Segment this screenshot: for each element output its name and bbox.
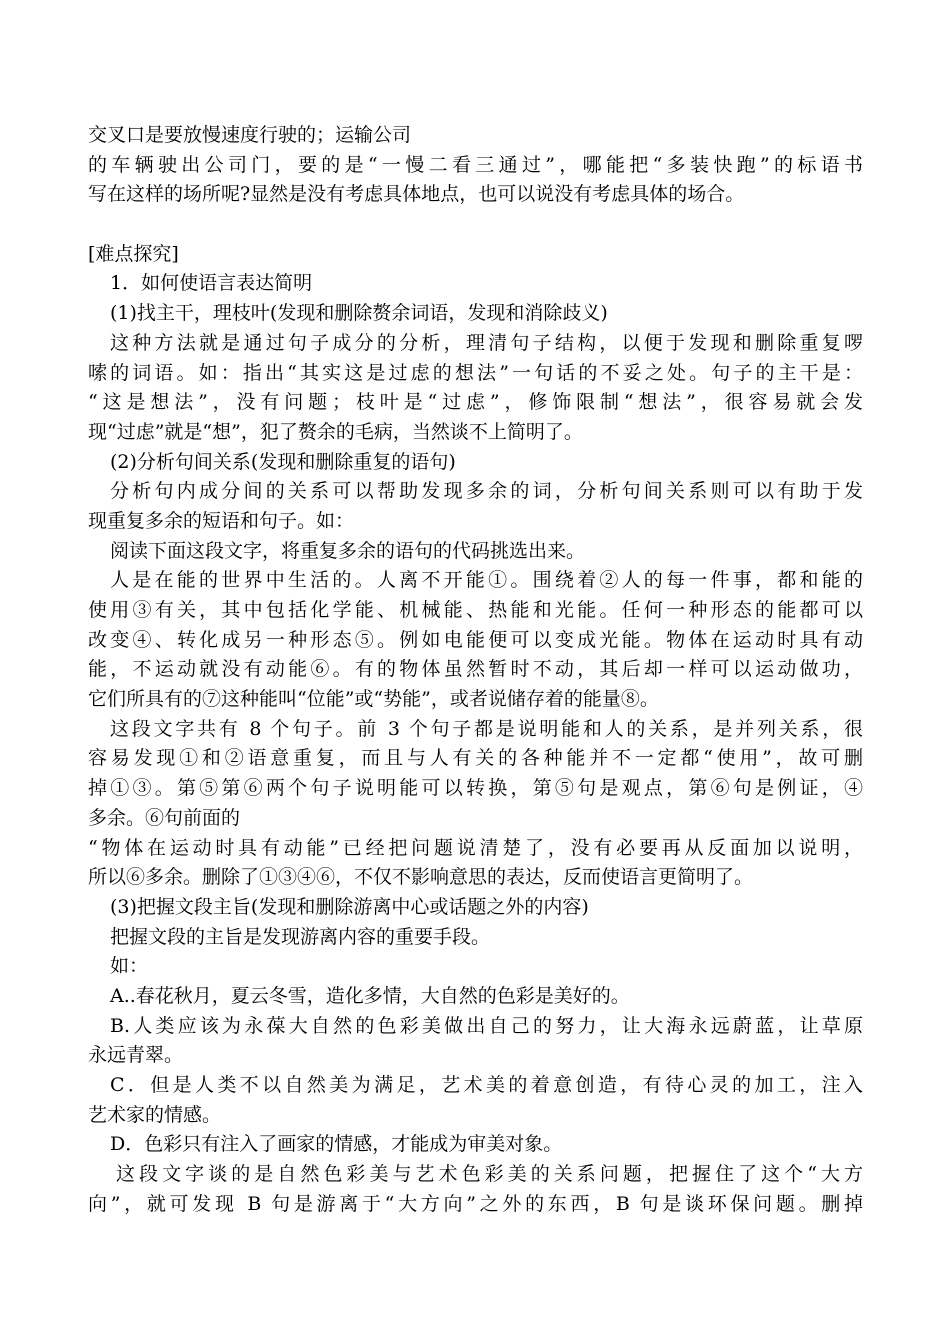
method-heading: (2)分析句间关系(发现和删除重复的语句)	[110, 450, 456, 473]
document-page	[88, 121, 863, 1219]
text-line: 改变④、转化成另一种形态⑤。例如电能便可以变成光能。物体在运动时具有动	[88, 628, 863, 651]
section-heading: [难点探究]	[88, 242, 179, 265]
text-line: 掉①③。第⑤第⑥两个句子说明能可以转换，第⑤句是观点，第⑥句是例证，④	[88, 777, 863, 800]
text-line: 多余。⑥句前面的	[88, 806, 241, 829]
text-line: 向”，就可发现 B 句是游离于“大方向”之外的东西，B 句是谈环保问题。删掉	[88, 1192, 863, 1215]
text-line: 这种方法就是通过句子成分的分析，理清句子结构，以便于发现和删除重复啰	[110, 331, 863, 354]
text-line: 它们所具有的⑦这种能叫“位能”或“势能”，或者说储存着的能量⑧。	[88, 688, 659, 711]
text-line: 分析句内成分间的关系可以帮助发现多余的词，分析句间关系则可以有助于发	[110, 480, 863, 503]
option-a: A..春花秋月，夏云冬雪，造化多情，大自然的色彩是美好的。	[110, 984, 630, 1007]
blank-line	[88, 210, 863, 240]
text-line: 现“过虑”就是“想”，犯了赘余的毛病，当然谈不上简明了。	[88, 420, 583, 443]
text-line: “物体在运动时具有动能”已经把问题说清楚了，没有必要再从反面加以说明，	[88, 836, 863, 859]
text-line: 现重复多余的短语和句子。如：	[88, 509, 355, 532]
text-line: 容易发现①和②语意重复，而且与人有关的各种能并不一定都“使用”，故可删	[88, 747, 863, 770]
text-line: 写在这样的场所呢?显然是没有考虑具体地点，也可以说没有考虑具体的场合。	[88, 183, 745, 206]
method-heading: (1)找主干，理枝叶(发现和删除赘余词语，发现和消除歧义)	[110, 302, 608, 325]
text-line: 把握文段的主旨是发现游离内容的重要手段。	[110, 925, 491, 948]
text-line: 使用③有关，其中包括化学能、机械能、热能和光能。任何一种形态的能都可以	[88, 599, 863, 621]
text-line: 人是在能的世界中生活的。人离不开能①。围绕着②人的每一件事，都和能的	[110, 569, 863, 592]
option-d: D．色彩只有注入了画家的情感，才能成为审美对象。	[110, 1133, 563, 1156]
text-line: 能，不运动就没有动能⑥。有的物体虽然暂时不动，其后却一样可以运动做功，	[88, 658, 863, 681]
text-line: 如：	[110, 955, 149, 978]
method-heading: (3)把握文段主旨(发现和删除游离中心或话题之外的内容)	[110, 895, 589, 918]
option-c: C．但是人类不以自然美为满足，艺术美的着意创造，有待心灵的加工，注入	[110, 1074, 863, 1096]
text-line: “这是想法”，没有问题；枝叶是“过虑”，修饰限制“想法”，很容易就会发	[88, 391, 863, 414]
text-line: 永远青翠。	[88, 1044, 184, 1067]
text-line: 所以⑥多余。删除了①③④⑥，不仅不影响意思的表达，反而使语言更简明了。	[88, 866, 754, 889]
text-line: 的车辆驶出公司门，要的是“一慢二看三通过”，哪能把“多装快跑”的标语书	[88, 153, 863, 176]
text-line: 艺术家的情感。	[88, 1103, 222, 1126]
text-line: 阅读下面这段文字，将重复多余的语句的代码挑选出来。	[110, 539, 586, 562]
text-line: 这段文字共有 8 个句子。前 3 个句子都是说明能和人的关系，是并列关系，很	[110, 717, 863, 740]
text-line: 这段文字谈的是自然色彩美与艺术色彩美的关系问题，把握住了这个“大方	[116, 1163, 863, 1186]
option-b: B.人类应该为永葆大自然的色彩美做出自己的努力，让大海永远蔚蓝，让草原	[110, 1014, 863, 1037]
text-line: 交叉口是要放慢速度行驶的；运输公司	[88, 124, 412, 146]
text-line: 嗦的词语。如：指出“其实这是过虑的想法”一句话的不妥之处。句子的主干是：	[88, 361, 863, 384]
subheading: 1．如何使语言表达简明	[110, 272, 313, 295]
